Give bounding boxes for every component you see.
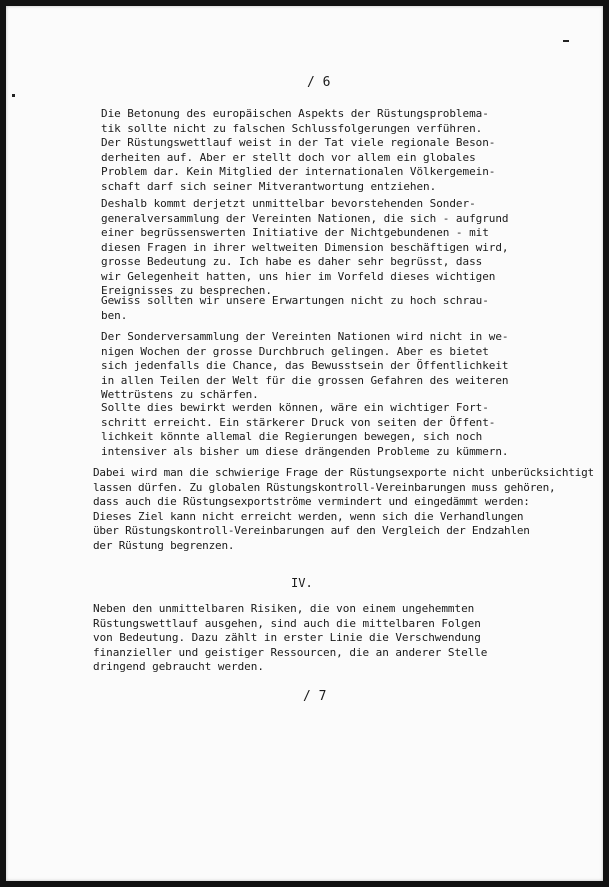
scan-speck bbox=[563, 40, 569, 42]
page-number-bottom: / 7 bbox=[303, 689, 327, 704]
section-heading: IV. bbox=[291, 576, 313, 590]
document-page bbox=[6, 6, 603, 881]
page-number-top: / 6 bbox=[307, 75, 331, 90]
paragraph-3: Gewiss sollten wir unsere Erwartungen nicht zu hoch schrau- ben. bbox=[101, 294, 489, 322]
paragraph-7: Neben den unmittelbaren Risiken, die von einem ungehemmten Rüstungswettlauf ausgehen, sind auch die mittelbaren Folgen von Bedeutung. Dazu zählt in erster Linie die Verschwendung finanzieller und geistiger Ressourcen, die an anderer Stelle dringend gebraucht werden. bbox=[93, 602, 488, 673]
paragraph-1: Die Betonung des europäischen Aspekts der Rüstungsproblema- tik sollte nicht zu falschen Schlussfolgerungen verführen. Der Rüstungswettlauf weist in der Tat viele regionale Beson- derheiten auf. Aber er stellt doch vor allem ein globales Problem dar. Kein Mitglied der internationalen Völkergemein- schaft darf sich seiner Mitverantwortung entziehen. bbox=[101, 107, 496, 193]
paragraph-4: Der Sonderversammlung der Vereinten Nationen wird nicht in we- nigen Wochen der grosse Durchbruch gelingen. Aber es bietet sich jedenfalls die Chance, das Bewusstsein der Öffentlichkeit in allen Teilen der Welt für die grossen Gefahren des weiteren Wettrüstens zu schärfen. bbox=[101, 330, 509, 401]
paragraph-6: Dabei wird man die schwierige Frage der Rüstungsexporte nicht unberücksichtigt lassen dürfen. Zu globalen Rüstungskontroll-Vereinbarungen muss gehören, dass auch die Rüstungsexportströme vermindert und eingedämmt werden: Dieses Ziel kann nicht erreicht werden, wenn sich die Verhandlungen über Rüstungskontroll-Vereinbarungen auf den Vergleich der Endzahlen der Rüstung begrenzen. bbox=[93, 466, 594, 552]
paragraph-2: Deshalb kommt derjetzt unmittelbar bevorstehenden Sonder- generalversammlung der Vereinten Nationen, die sich - aufgrund einer begrüssenswerten Initiative der Nichtgebundenen - mit diesen Fragen in ihrer weltweiten Dimension beschäftigen wird, grosse Bedeutung zu. Ich habe es daher sehr begrüsst, dass wir Gelegenheit hatten, uns hier im Vorfeld dieses wichtigen Ereignisses zu besprechen. bbox=[101, 197, 509, 297]
scan-speck bbox=[12, 94, 15, 97]
paragraph-5: Sollte dies bewirkt werden können, wäre ein wichtiger Fort- schritt erreicht. Ein stärkerer Druck von seiten der Öffent- lichkeit könnte allemal die Regierungen bewegen, sich noch intensiver als bisher um diese drängenden Probleme zu kümmern. bbox=[101, 401, 509, 458]
